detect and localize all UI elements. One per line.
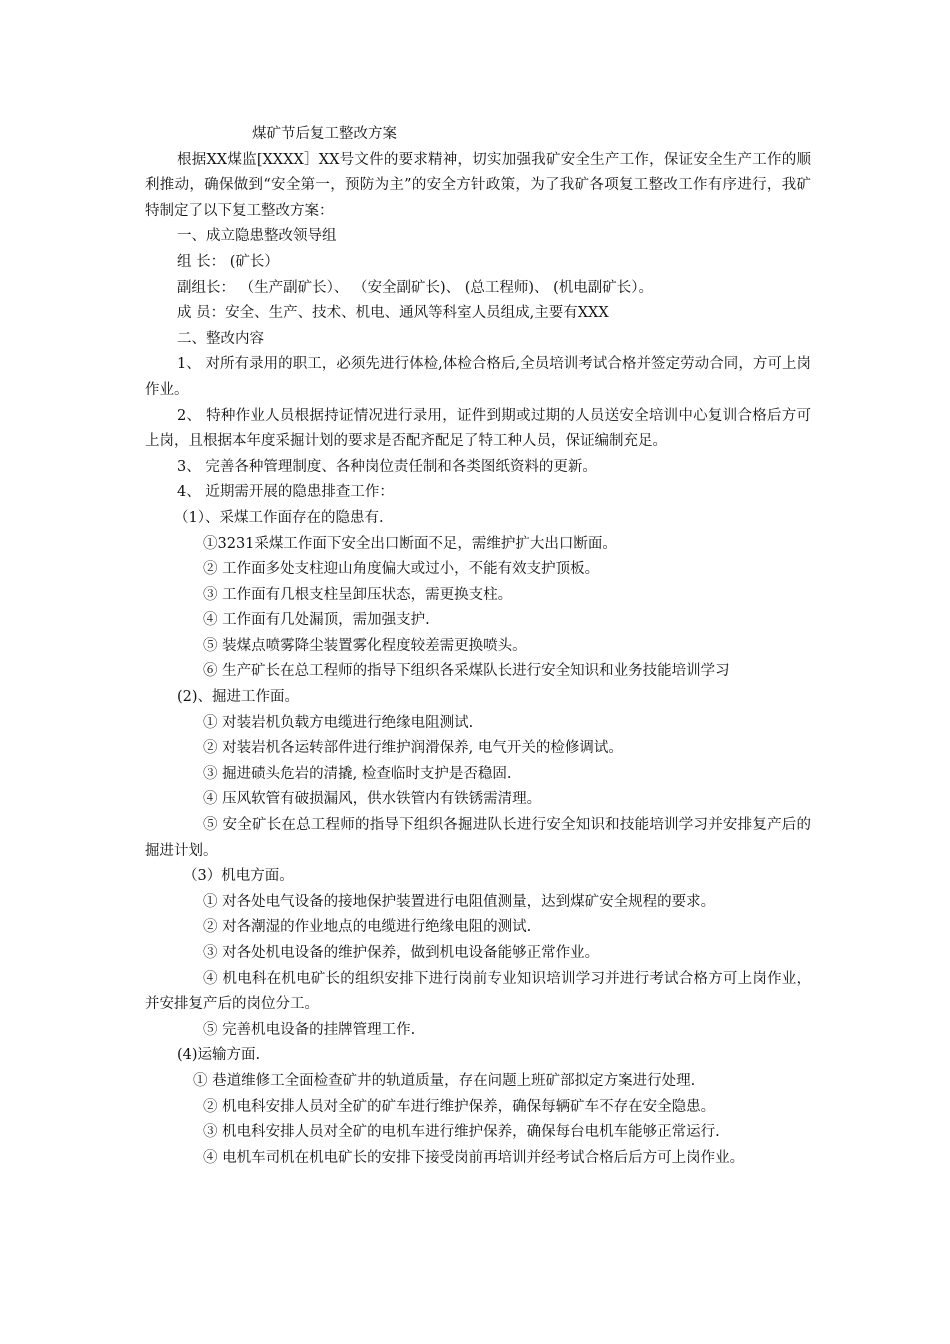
tunnel-face-item: ④ 压风软管有破损漏风，供水铁管内有铁锈需清理。 — [203, 791, 542, 808]
section1-heading: 一、成立隐患整改领导组 — [177, 228, 337, 245]
coal-face-item: ④ 工作面有几处漏顶，需加强支护. — [203, 612, 430, 629]
coal-face-item: ⑤ 装煤点喷雾降尘装置雾化程度较差需更换喷头。 — [203, 637, 527, 654]
transport-heading: (4)运输方面. — [177, 1047, 261, 1064]
intro-paragraph: 根据XX煤监[XXXX］XX号文件的要求精神，切实加强我矿安全生产工作，保证安全生产工作的顺利推动，确保做到“安全第一，预防为主”的安全方针政策，为了我矿各项复工整改工作有序进行，我矿特制定了以下复工整改方案： — [145, 151, 811, 219]
transport-item: ② 机电科安排人员对全矿的矿车进行维护保养，确保每辆矿车不存在安全隐患。 — [203, 1098, 716, 1115]
deputy-line: 副组长： （生产副矿长）、 （安全副矿长)、 (总工程师)、 (机电副矿长）。 — [177, 279, 654, 296]
electric-item: ① 对各处电气设备的接地保护装置进行电阻值测量，达到煤矿安全规程的要求。 — [203, 893, 716, 910]
electric-item: ④ 机电科在机电矿长的组织安排下进行岗前专业知识培训学习并进行考试合格方可上岗作业，并安排复产后的岗位分工。 — [145, 970, 811, 1013]
tunnel-face-item: ② 对装岩机各运转部件进行维护润滑保养, 电气开关的检修调试。 — [203, 740, 623, 757]
electric-heading: （3）机电方面。 — [183, 868, 294, 885]
coal-face-item: ② 工作面多处支柱迎山角度偏大或过小，不能有效支护顶板。 — [203, 561, 600, 578]
item-3-paragraph: 3、 完善各种管理制度、各种岗位责任制和各类图纸资料的更新。 — [177, 458, 597, 475]
electric-item: ⑤ 完善机电设备的挂牌管理工作. — [203, 1021, 416, 1038]
tunnel-face-heading: (2)、掘进工作面。 — [177, 689, 300, 706]
document-page — [145, 122, 811, 1171]
electric-item: ③ 对各处机电设备的维护保养，做到机电设备能够正常作业。 — [203, 945, 600, 961]
document-title: 煤矿节后复工整改方案 — [252, 126, 397, 142]
transport-item: ④ 电机车司机在机电矿长的安排下接受岗前再培训并经考试合格后后方可上岗作业。 — [203, 1149, 745, 1166]
tunnel-face-item: ③ 掘进碛头危岩的清撬, 检查临时支护是否稳固. — [203, 765, 512, 782]
item-4-paragraph: 4、 近期需开展的隐患排查工作： — [177, 484, 394, 501]
section2-heading: 二、整改内容 — [177, 330, 264, 347]
item-2-paragraph: 2、 特种作业人员根据持证情况进行录用，证件到期或过期的人员送安全培训中心复训合格后方可上岗，且根据本年度采掘计划的要求是否配齐配足了特工种人员，保证编制充足。 — [145, 407, 811, 450]
leader-line: 组 长： (矿长） — [177, 253, 279, 270]
transport-item: ③ 机电科安排人员对全矿的电机车进行维护保养，确保每台电机车能够正常运行. — [203, 1124, 720, 1141]
transport-item: ① 巷道维修工全面检查矿井的轨道质量，存在问题上班矿部拟定方案进行处理. — [193, 1072, 696, 1089]
coal-face-item: ⑥ 生产矿长在总工程师的指导下组织各采煤队长进行安全知识和业务技能培训学习 — [203, 663, 730, 680]
tunnel-face-item: ① 对装岩机负载方电缆进行绝缘电阻测试. — [203, 714, 474, 731]
coal-face-heading: （1）、采煤工作面存在的隐患有. — [174, 509, 384, 526]
coal-face-item: ③ 工作面有几根支柱呈卸压状态，需更换支柱。 — [203, 586, 513, 603]
item-1-paragraph: 1、 对所有录用的职工，必须先进行体检,体检合格后,全员培训考试合格并签定劳动合同，方可上岗作业。 — [145, 356, 811, 398]
tunnel-face-item: ⑤ 安全矿长在总工程师的指导下组织各掘进队长进行安全知识和技能培训学习并安排复产后的掘进计划。 — [145, 817, 811, 859]
coal-face-item: ①3231采煤工作面下安全出口断面不足，需维护扩大出口断面。 — [203, 535, 617, 552]
members-line: 成 员：安全、生产、技术、机电、通风等科室人员组成,主要有XXX — [177, 305, 609, 322]
electric-item: ② 对各潮湿的作业地点的电缆进行绝缘电阻的测试. — [203, 919, 532, 936]
